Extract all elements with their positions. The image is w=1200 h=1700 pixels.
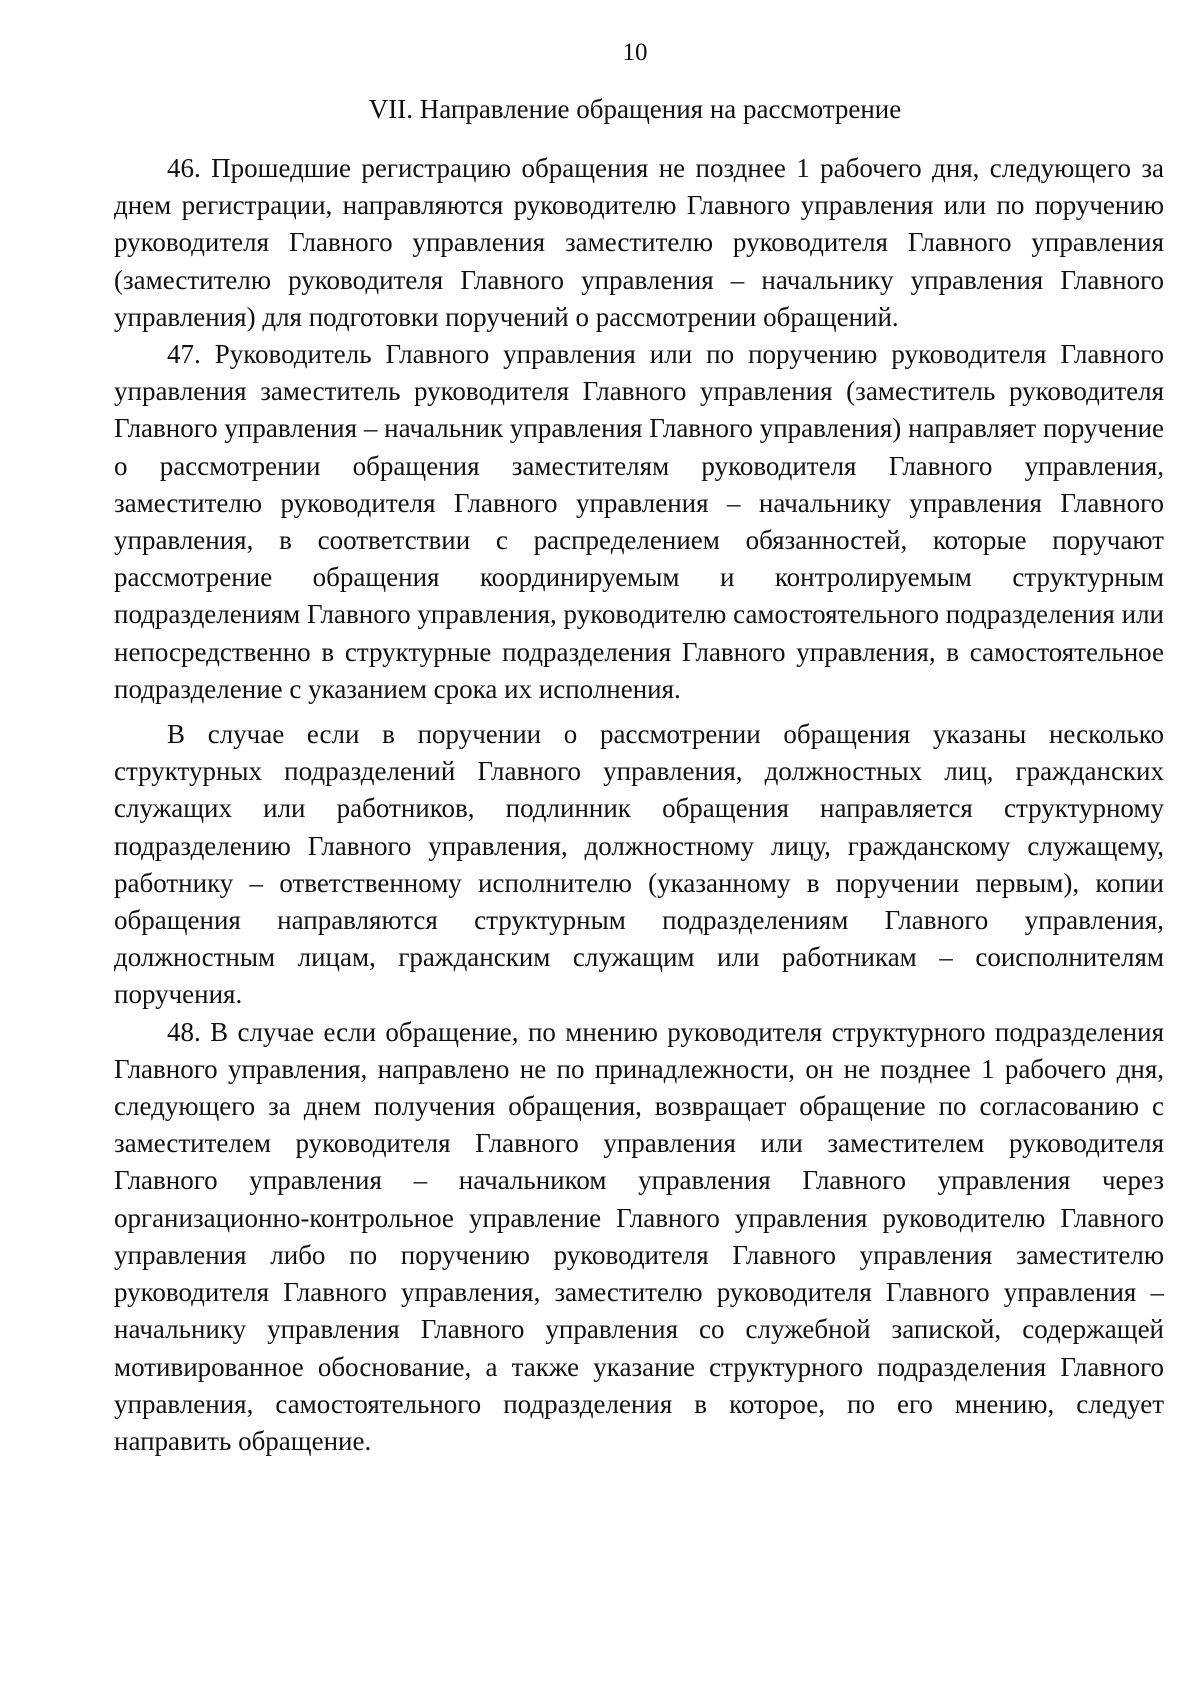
page-number: 10 [622, 39, 648, 66]
paragraph-47: 47. Руководитель Главного управления или по поручению руководителя Главного управления заместитель руководителя Главного управления (заместитель руководителя Главного управления – начальник управления Главного управления) направляет поручение о рассмотрении обращения заместителям руководителя Главного управления, заместителю руководителя Главного управления – начальнику управления Главного управления, в соответствии с распределением обязанностей, которые поручают рассмотрение обращения координируемым и контролируемым структурным подразделениям Главного управления, руководителю самостоятельного подразделения или непосредственно в структурные подразделения Главного управления, в самостоятельное подразделение с указанием срока их исполнения. [114, 339, 1164, 704]
paragraph-47-continued: В случае если в поручении о рассмотрении обращения указаны несколько структурных подразделений Главного управления, должностных лиц, гражданских служащих или работников, подлинник обращения направляется структурному подразделению Главного управления, должностному лицу, гражданскому служащему, работнику – ответственному исполнителю (указанному в поручении первым), копии обращения направляются структурным подразделениям Главного управления, должностным лицам, гражданским служащим или работникам – соисполнителям поручения. [114, 719, 1164, 1010]
paragraph-46: 46. Прошедшие регистрацию обращения не позднее 1 рабочего дня, следующего за днем регистрации, направляются руководителю Главного управления или по поручению руководителя Главного управления заместителю руководителя Главного управления (заместителю руководителя Главного управления – начальнику управления Главного управления) для подготовки поручений о рассмотрении обращений. [114, 153, 1164, 332]
section-title: VII. Направление обращения на рассмотрение [368, 94, 902, 124]
document-body [114, 150, 1164, 1460]
paragraph-48: 48. В случае если обращение, по мнению руководителя структурного подразделения Главного управления, направлено не по принадлежности, он не позднее 1 рабочего дня, следующего за днем получения обращения, возвращает обращение по согласованию с заместителем руководителя Главного управления или заместителем руководителя Главного управления – начальником управления Главного управления через организационно-контрольное управление Главного управления руководителю Главного управления либо по поручению руководителя Главного управления заместителю руководителя Главного управления, заместителю руководителя Главного управления – начальнику управления Главного управления со служебной запиской, содержащей мотивированное обоснование, а также указание структурного подразделения Главного управления, самостоятельного подразделения в которое, по его мнению, следует направить обращение. [114, 1016, 1164, 1456]
